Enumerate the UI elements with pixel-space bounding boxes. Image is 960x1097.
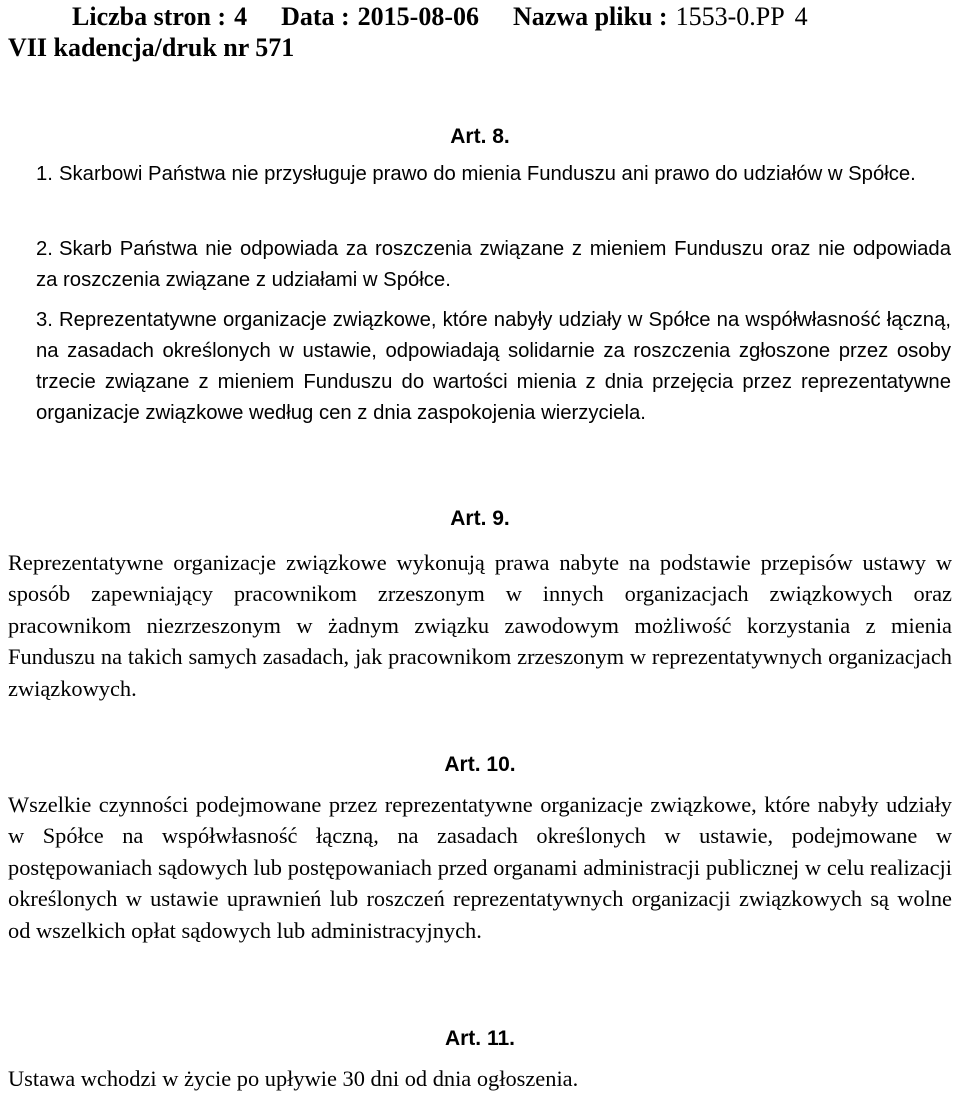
article-11-title: Art. 11.: [444, 1027, 516, 1050]
article-9-title: Art. 9.: [450, 507, 510, 530]
paragraph-text: Skarb Państwa nie odpowiada za roszczenia związane z mieniem Funduszu oraz nie odpowiada za roszczenia związane z udziałami w Spółce.: [36, 238, 951, 291]
document-header-meta: [72, 2, 808, 32]
paragraph-number: 1.: [36, 163, 53, 185]
article-10-title: Art. 10.: [444, 753, 516, 776]
paragraph-text: Skarbowi Państwa nie przysługuje prawo do mienia Funduszu ani prawo do udziałów w Spółce.: [59, 163, 916, 185]
date-value: 2015-08-06: [357, 2, 479, 31]
article-8-title: Art. 8.: [450, 125, 510, 148]
print-reference: VII kadencja/druk nr 571: [8, 33, 295, 62]
file-label: Nazwa pliku :: [513, 2, 668, 31]
date-label: Data :: [281, 2, 350, 31]
paragraph-number: 2.: [36, 238, 53, 260]
article-11-text: Ustawa wchodzi w życie po upływie 30 dni od dnia ogłoszenia.: [8, 1066, 579, 1091]
article-10-text: Wszelkie czynności podejmowane przez reprezentatywne organizacje związkowe, które nabyły udziały w Spółce na współwłasność łączną, na zasadach określonych w ustawie, podejmowane w postępowaniach sądowych lub postępowaniach przed organami administracji publicznej w celu realizacji określonych w ustawie uprawnień lub roszczeń reprezentatywnych organizacji związkowych są wolne od wszelkich opłat sądowych lub administracyjnych.: [8, 792, 952, 943]
article-8-paragraph-1: [36, 159, 951, 190]
file-value: 1553-0.PP: [675, 2, 785, 31]
article-8-paragraph-2: [36, 234, 951, 296]
article-8-paragraph-3: [36, 305, 951, 429]
pages-label: Liczba stron :: [72, 2, 227, 31]
paragraph-text: Reprezentatywne organizacje związkowe, które nabyły udziały w Spółce na współwłasność łączną, na zasadach określonych w ustawie, odpowiadają solidarnie za roszczenia zgłoszone przez osoby trzecie związane z mieniem Funduszu do wartości mienia z dnia przejęcia przez reprezentatywne organizacje związkowe według cen z dnia zaspokojenia wierzyciela.: [36, 309, 951, 424]
paragraph-number: 3.: [36, 309, 53, 331]
article-9-text: Reprezentatywne organizacje związkowe wykonują prawa nabyte na podstawie przepisów ustawy w sposób zapewniający pracownikom zrzeszonym w innych organizacjach związkowych oraz pracownikom niezrzeszonym w żadnym związku zawodowym możliwość korzystania z mienia Funduszu na takich samych zasadach, jak pracownikom zrzeszonym w reprezentatywnych organizacjach związkowych.: [8, 550, 952, 701]
pages-value: 4: [234, 2, 248, 31]
file-pages: 4: [794, 2, 808, 31]
